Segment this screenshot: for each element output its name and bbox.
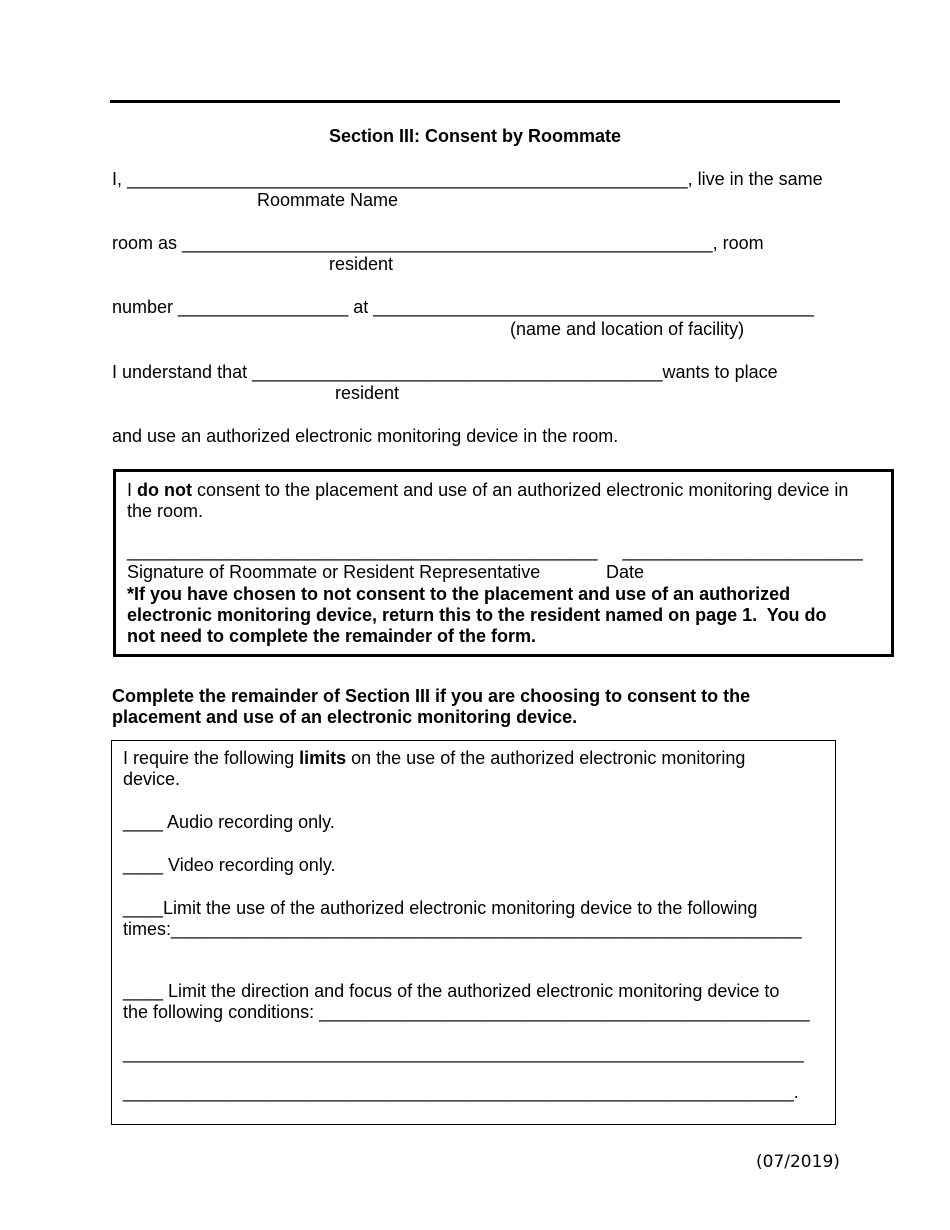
resident-line[interactable]: room as _____________________________________________________, room bbox=[112, 233, 764, 253]
no-consent-note-3: not need to complete the remainder of the form. bbox=[127, 626, 537, 646]
no-consent-text: I do not consent to the placement and use of an authorized electronic monitoring device in bbox=[127, 480, 849, 500]
instruction-line-1: Complete the remainder of Section III if you are choosing to consent to the bbox=[112, 686, 751, 706]
no-consent-text-2: the room. bbox=[127, 501, 204, 521]
roommate-name-label: Roommate Name bbox=[257, 190, 399, 210]
roommate-name-line[interactable]: I, ________________________________________________________, live in the same bbox=[112, 169, 823, 189]
option-audio[interactable]: ____ Audio recording only. bbox=[123, 812, 335, 832]
blank-line-2[interactable]: ___________________________________________________________________. bbox=[123, 1082, 799, 1102]
instruction-line-2: placement and use of an electronic monitoring device. bbox=[112, 707, 578, 727]
no-consent-note-1: *If you have chosen to not consent to the placement and use of an authorized bbox=[127, 584, 791, 604]
top-rule bbox=[110, 100, 840, 103]
room-number-facility-line[interactable]: number _________________ at ____________________________________________ bbox=[112, 297, 814, 317]
understand-line[interactable]: I understand that _________________________________________wants to place bbox=[112, 362, 778, 382]
limits-intro: I require the following limits on the use of the authorized electronic monitoring bbox=[123, 748, 746, 768]
limits-intro-2: device. bbox=[123, 769, 181, 789]
signature-date-line[interactable]: _______________________________________________ ________________________ bbox=[127, 541, 863, 561]
signature-label: Signature of Roommate or Resident Representative bbox=[127, 562, 541, 582]
option-video[interactable]: ____ Video recording only. bbox=[123, 855, 336, 875]
option-direction-field[interactable]: the following conditions: _________________________________________________ bbox=[123, 1002, 810, 1022]
date-label: Date bbox=[606, 562, 645, 582]
facility-label: (name and location of facility) bbox=[510, 319, 745, 339]
monitoring-statement: and use an authorized electronic monitoring device in the room. bbox=[112, 426, 619, 446]
resident-label-2: resident bbox=[335, 383, 400, 403]
resident-label: resident bbox=[329, 254, 394, 274]
section-title: Section III: Consent by Roommate bbox=[328, 126, 622, 146]
revision-date: (07/2019) bbox=[756, 1152, 840, 1172]
option-times[interactable]: ____Limit the use of the authorized electronic monitoring device to the following bbox=[123, 898, 758, 918]
option-direction[interactable]: ____ Limit the direction and focus of the authorized electronic monitoring device to bbox=[123, 981, 780, 1001]
blank-line-1[interactable]: ____________________________________________________________________ bbox=[123, 1043, 804, 1063]
no-consent-note-2: electronic monitoring device, return this to the resident named on page 1. You do bbox=[127, 605, 827, 625]
option-times-field[interactable]: times:_______________________________________________________________ bbox=[123, 919, 802, 939]
